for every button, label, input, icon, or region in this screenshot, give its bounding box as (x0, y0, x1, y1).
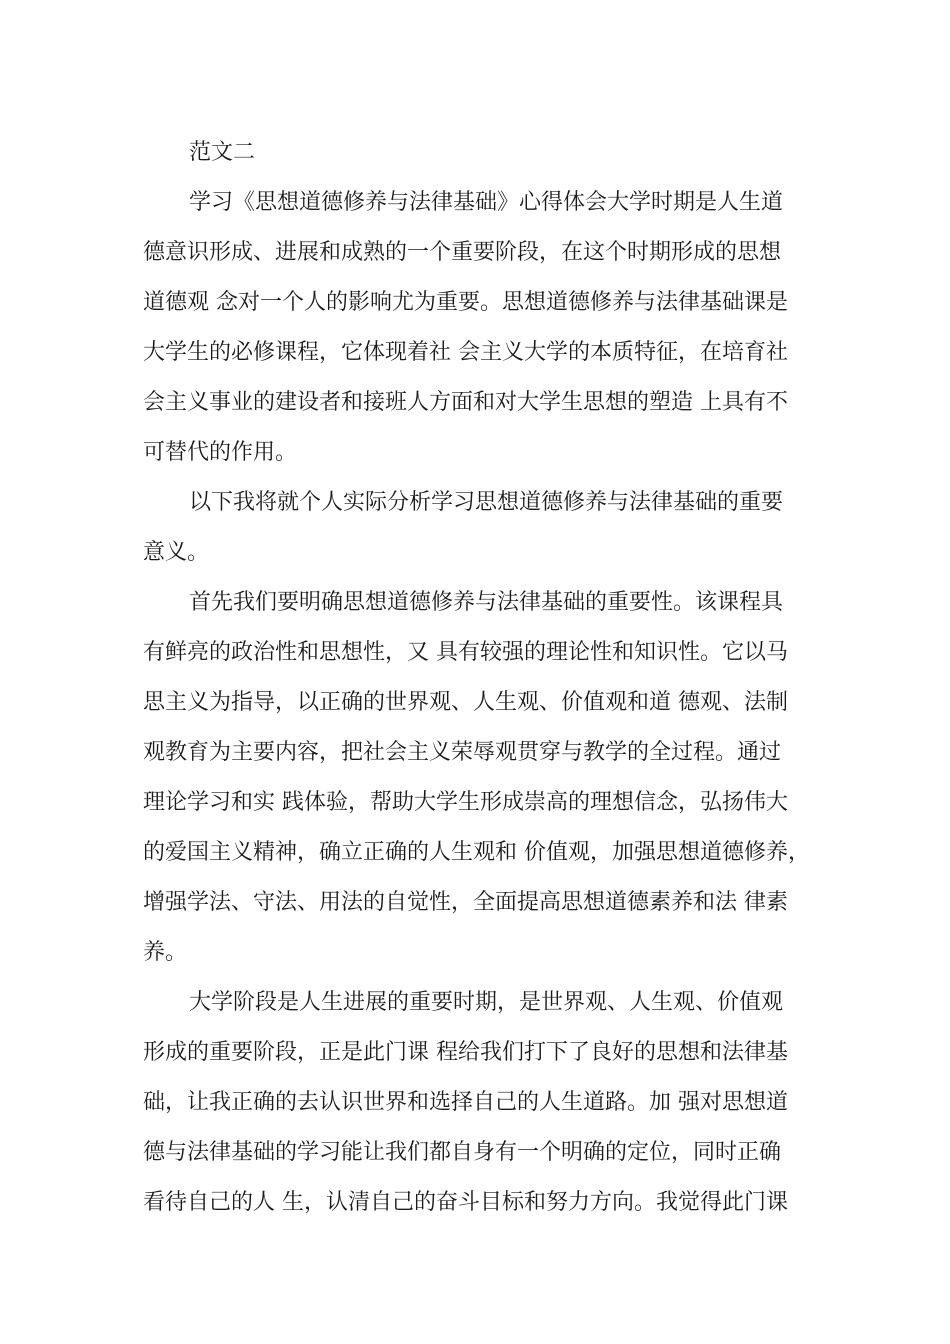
document-heading: 范文二 (189, 140, 256, 165)
paragraph-line: 有鲜亮的政治性和思想性，又 具有较强的理论性和知识性。它以马 (143, 640, 788, 665)
paragraph-line: 大学生的必修课程，它体现着社 会主义大学的本质特征，在培育社 (143, 340, 788, 365)
paragraph-line: 础，让我正确的去认识世界和选择自己的人生道路。加 强对思想道 (143, 1090, 788, 1115)
paragraph-line: 会主义事业的建设者和接班人方面和对大学生思想的塑造 上具有不 (143, 390, 788, 415)
paragraph-line: 观教育为主要内容，把社会主义荣辱观贯穿与教学的全过程。通过 (143, 740, 782, 765)
paragraph-3 (143, 578, 823, 978)
paragraph-line: 养。 (143, 940, 188, 965)
paragraph-line: 首先我们要明确思想道德修养与法律基础的重要性。该课程具 (189, 590, 784, 615)
paragraph-line: 思主义为指导，以正确的世界观、人生观、价值观和道 德观、法制 (143, 690, 788, 715)
paragraph-line: 意义。 (143, 540, 210, 565)
paragraph-line: 理论学习和实 践体验，帮助大学生形成崇高的理想信念，弘扬伟大 (143, 790, 788, 815)
paragraph-line: 道德观 念对一个人的影响尤为重要。思想道德修养与法律基础课是 (143, 290, 788, 315)
paragraph-1 (143, 178, 823, 478)
paragraph-line: 学习《思想道德修养与法律基础》心得体会大学时期是人生道 (189, 190, 784, 215)
paragraph-line: 可替代的作用。 (143, 440, 298, 465)
paragraph-line: 大学阶段是人生进展的重要时期，是世界观、人生观、价值观 (189, 990, 784, 1015)
paragraph-line: 德与法律基础的学习能让我们都自身有一个明确的定位，同时正确 (143, 1140, 782, 1165)
paragraph-4 (143, 978, 823, 1228)
paragraph-line: 看待自己的人 生，认清自己的奋斗目标和努力方向。我觉得此门课 (143, 1190, 788, 1215)
paragraph-2 (143, 478, 823, 578)
paragraph-line: 的爱国主义精神，确立正确的人生观和 价值观，加强思想道德修养， (143, 840, 810, 865)
paragraph-line: 增强学法、守法、用法的自觉性，全面提高思想道德素养和法 律素 (143, 890, 788, 915)
paragraph-line: 以下我将就个人实际分析学习思想道德修养与法律基础的重要 (189, 490, 784, 515)
document-body (143, 128, 823, 1228)
paragraph-line: 德意识形成、进展和成熟的一个重要阶段，在这个时期形成的思想 (143, 240, 782, 265)
paragraph-line: 形成的重要阶段，正是此门课 程给我们打下了良好的思想和法律基 (143, 1040, 788, 1065)
